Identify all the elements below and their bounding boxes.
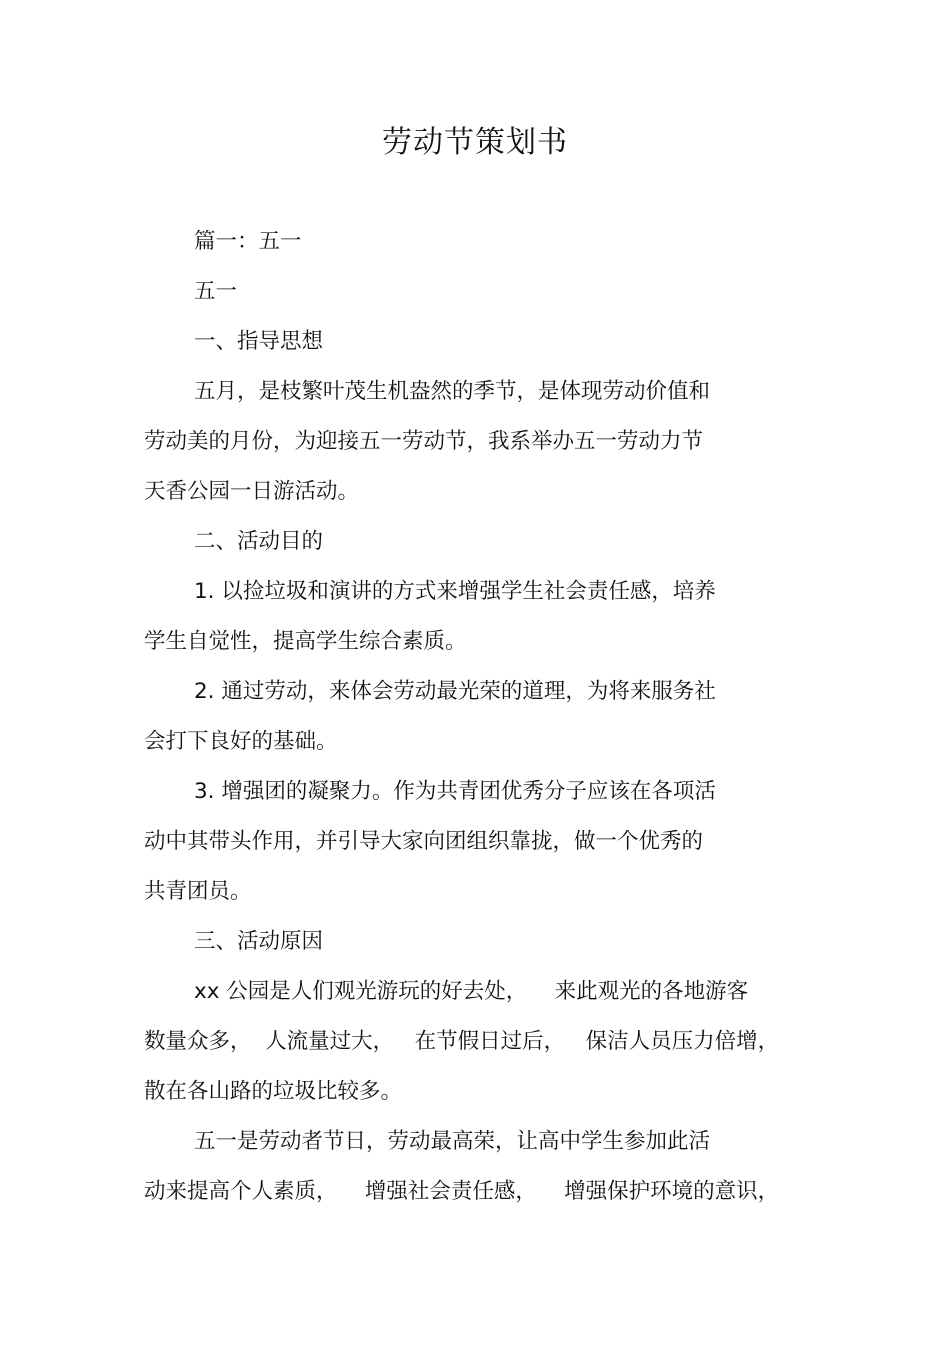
sub-heading: 五一	[194, 279, 238, 304]
paragraph-line: 数量众多， 人流量过大， 在节假日过后， 保洁人员压力倍增，	[144, 1029, 780, 1054]
document-title: 劳动节策划书	[382, 125, 568, 160]
paragraph-line: 动来提高个人素质， 增强社会责任感， 增强保护环境的意识，	[144, 1179, 780, 1204]
section-heading: 一、指导思想	[194, 329, 324, 354]
section-heading: 二、活动目的	[194, 529, 324, 554]
list-item-line: 动中其带头作用，并引导大家向团组织靠拢，做一个优秀的	[144, 829, 704, 854]
list-item-line: 会打下良好的基础。	[144, 729, 338, 754]
paragraph-line: 散在各山路的垃圾比较多。	[144, 1079, 403, 1104]
list-item-line: 1. 以捡垃圾和演讲的方式来增强学生社会责任感，培养	[194, 579, 716, 604]
chapter-heading: 篇一：五一	[194, 229, 302, 254]
list-item-line: 3. 增强团的凝聚力。作为共青团优秀分子应该在各项活	[194, 779, 716, 804]
paragraph-line: 天香公园一日游活动。	[144, 479, 360, 504]
list-item-line: 2. 通过劳动，来体会劳动最光荣的道理，为将来服务社	[194, 679, 716, 704]
paragraph-line: 劳动美的月份，为迎接五一劳动节，我系举办五一劳动力节	[144, 429, 704, 454]
paragraph-line: 五月，是枝繁叶茂生机盎然的季节，是体现劳动价值和	[194, 379, 711, 404]
section-heading: 三、活动原因	[194, 929, 324, 954]
paragraph-line: xx 公园是人们观光游玩的好去处， 来此观光的各地游客	[194, 979, 749, 1004]
list-item-line: 共青团员。	[144, 879, 252, 904]
list-item-line: 学生自觉性，提高学生综合素质。	[144, 629, 467, 654]
paragraph-line: 五一是劳动者节日，劳动最高荣，让高中学生参加此活	[194, 1129, 711, 1154]
